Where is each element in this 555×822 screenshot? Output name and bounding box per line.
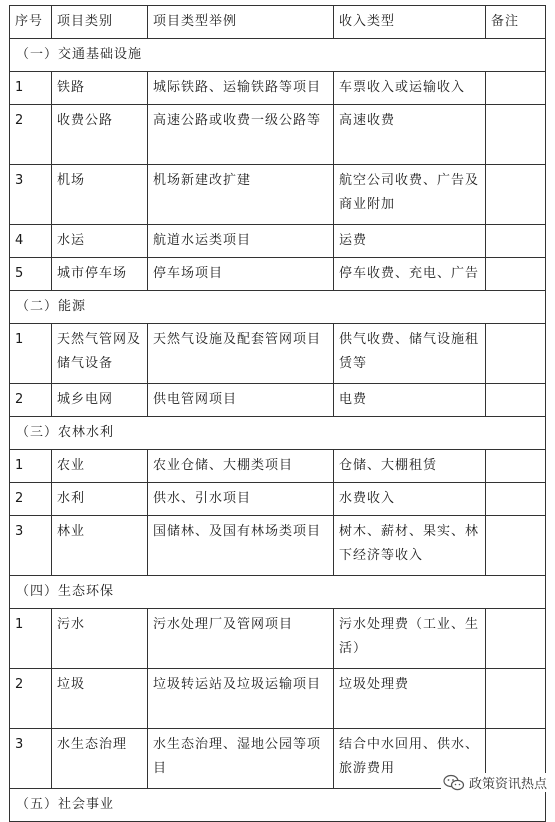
row-example: 航道水运类项目 [148,225,334,258]
row-note [486,165,546,225]
row-category: 垃圾 [52,669,148,729]
section-row [10,417,546,450]
row-note [486,225,546,258]
section-title: （二）能源 [10,291,546,324]
row-income: 结合中水回用、供水、旅游费用 [334,729,486,789]
table-row [10,225,546,258]
table-row [10,516,546,576]
row-category: 林业 [52,516,148,576]
row-example: 农业仓储、大棚类项目 [148,450,334,483]
row-category: 农业 [52,450,148,483]
table-row [10,258,546,291]
row-example: 供水、引水项目 [148,483,334,516]
row-category: 城市停车场 [52,258,148,291]
table-row [10,165,546,225]
row-category: 收费公路 [52,105,148,165]
row-income: 树木、薪材、果实、林下经济等收入 [334,516,486,576]
row-number: 3 [10,729,52,789]
header-no: 序号 [10,6,52,39]
row-note [486,324,546,384]
row-note [486,105,546,165]
row-category: 城乡电网 [52,384,148,417]
row-note [486,609,546,669]
section-row [10,789,546,822]
row-number: 1 [10,324,52,384]
row-example: 机场新建改扩建 [148,165,334,225]
row-category: 水生态治理 [52,729,148,789]
row-number: 2 [10,669,52,729]
row-note [486,72,546,105]
row-example: 水生态治理、湿地公园等项目 [148,729,334,789]
row-income: 车票收入或运输收入 [334,72,486,105]
row-category: 机场 [52,165,148,225]
table-row [10,105,546,165]
table-row [10,609,546,669]
row-category: 天然气管网及储气设备 [52,324,148,384]
row-note [486,258,546,291]
revenue-type-table [9,5,546,822]
wechat-icon [443,774,465,792]
row-note [486,384,546,417]
row-example: 污水处理厂及管网项目 [148,609,334,669]
section-title: （三）农林水利 [10,417,546,450]
row-income: 垃圾处理费 [334,669,486,729]
section-row [10,291,546,324]
table-header-row [10,6,546,39]
row-category: 水利 [52,483,148,516]
section-row [10,39,546,72]
row-example: 供电管网项目 [148,384,334,417]
row-income: 航空公司收费、广告及商业附加 [334,165,486,225]
row-note [486,516,546,576]
row-category: 铁路 [52,72,148,105]
row-category: 污水 [52,609,148,669]
row-number: 2 [10,105,52,165]
header-note: 备注 [486,6,546,39]
row-example: 城际铁路、运输铁路等项目 [148,72,334,105]
row-example: 国储林、及国有林场类项目 [148,516,334,576]
table-row [10,384,546,417]
row-number: 3 [10,516,52,576]
row-number: 1 [10,609,52,669]
row-income: 污水处理费（工业、生活） [334,609,486,669]
row-category: 水运 [52,225,148,258]
header-income: 收入类型 [334,6,486,39]
table-row [10,483,546,516]
row-income: 仓储、大棚租赁 [334,450,486,483]
row-example: 停车场项目 [148,258,334,291]
row-example: 垃圾转运站及垃圾运输项目 [148,669,334,729]
row-income: 水费收入 [334,483,486,516]
row-number: 1 [10,72,52,105]
row-income: 电费 [334,384,486,417]
watermark [441,773,549,792]
table-row [10,450,546,483]
row-number: 2 [10,384,52,417]
header-example: 项目类型举例 [148,6,334,39]
row-number: 2 [10,483,52,516]
table-row [10,669,546,729]
row-number: 1 [10,450,52,483]
header-category: 项目类别 [52,6,148,39]
section-title: （五）社会事业 [10,789,546,822]
table-row [10,324,546,384]
row-number: 5 [10,258,52,291]
row-income: 高速收费 [334,105,486,165]
row-note [486,483,546,516]
row-example: 高速公路或收费一级公路等 [148,105,334,165]
row-income: 运费 [334,225,486,258]
row-note [486,669,546,729]
section-title: （一）交通基础设施 [10,39,546,72]
row-income: 供气收费、储气设施租赁等 [334,324,486,384]
table-row [10,72,546,105]
row-number: 3 [10,165,52,225]
section-row [10,576,546,609]
row-number: 4 [10,225,52,258]
row-example: 天然气设施及配套管网项目 [148,324,334,384]
row-note [486,450,546,483]
row-income: 停车收费、充电、广告 [334,258,486,291]
section-title: （四）生态环保 [10,576,546,609]
watermark-text: 政策资讯热点 [468,777,547,792]
